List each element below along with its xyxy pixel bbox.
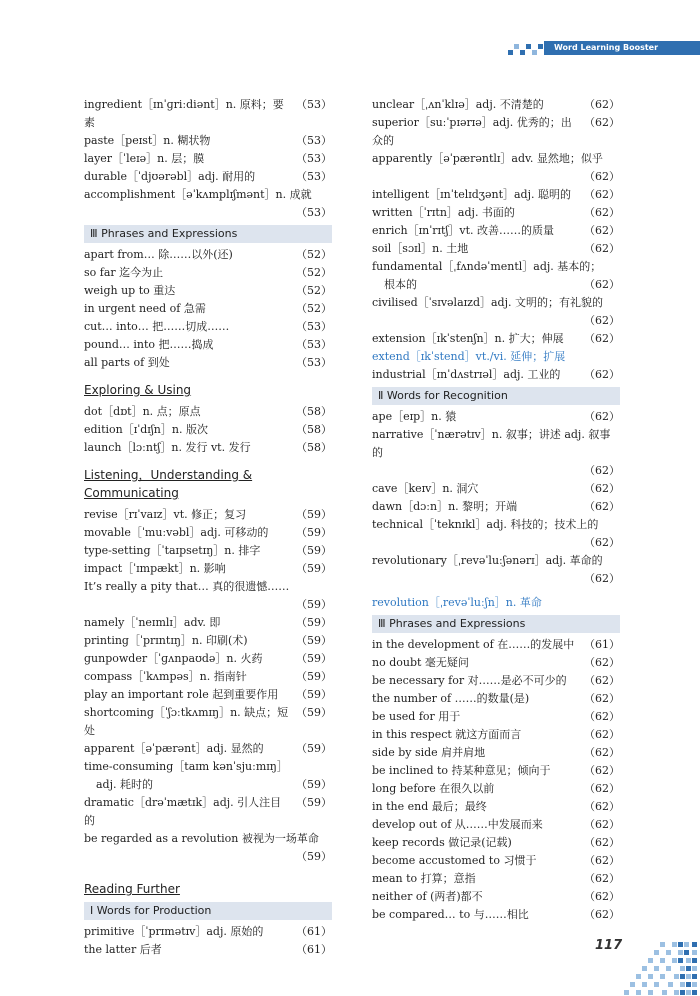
entry-text: so far 迄今为止 [84, 266, 164, 279]
entry-text: the number of ……的数量(是) [372, 692, 530, 705]
entry-page-ref: （62） [584, 890, 620, 903]
entry-text: cave［keɪv］n. 洞穴 [372, 482, 479, 495]
entry-page-ref: （59） [296, 562, 332, 575]
entry-text: revise［rɪˈvaɪz］vt. 修正；复习 [84, 508, 247, 521]
entry-text: gunpowder［ˈɡʌnpaʊdə］n. 火药 [84, 652, 263, 665]
entry-page-ref: （62） [584, 572, 620, 585]
vocab-entry [84, 560, 332, 578]
entry-page-ref: （62） [584, 170, 620, 183]
vocab-entry [372, 636, 620, 654]
entry-text: soil［sɔɪl］n. 土地 [372, 242, 469, 255]
entry-text: pound… into 把……捣成 [84, 338, 214, 351]
vocab-entry [372, 204, 620, 222]
entry-text: become accustomed to 习惯于 [372, 854, 537, 867]
vocab-entry [84, 132, 332, 150]
entry-page-ref: （62） [584, 224, 620, 237]
entry-text: launch［lɔːntʃ］n. 发行 vt. 发行 [84, 441, 251, 454]
entry-text: impact［ˈɪmpækt］n. 影响 [84, 562, 226, 575]
vocab-entry [372, 240, 620, 258]
entry-page-ref: （59） [296, 670, 332, 683]
entry-text: all parts of 到处 [84, 356, 170, 369]
entry-text: superior［suːˈpɪərɪə］adj. 优秀的；出众的 [372, 116, 572, 147]
vocab-entry [372, 726, 620, 744]
entry-text: in this respect 就这方面而言 [372, 728, 522, 741]
vocab-entry [372, 258, 620, 276]
entry-text: be inclined to 持某种意见；倾向于 [372, 764, 551, 777]
vocab-entry [372, 498, 620, 516]
entry-text: enrich［ɪnˈrɪtʃ］vt. 改善……的质量 [372, 224, 555, 237]
vocab-entry [84, 794, 332, 830]
vocab-entry [372, 798, 620, 816]
entry-page-ref: （59） [296, 796, 332, 809]
vocab-entry [372, 888, 620, 906]
entry-text: paste［peɪst］n. 糊状物 [84, 134, 211, 147]
entry-text: play an important role 起到重要作用 [84, 688, 279, 701]
vocab-entry [84, 439, 332, 457]
vocab-entry [84, 524, 332, 542]
entry-page-ref: （59） [296, 706, 332, 719]
pixel-deco [520, 50, 525, 55]
entry-text: the latter 后者 [84, 943, 162, 956]
entry-text: layer［ˈleɪə］n. 层；膜 [84, 152, 205, 165]
entry-text: revolutionary［ˌrevəˈluːʃənərɪ］adj. 革命的 [372, 554, 603, 567]
pixel-deco [532, 50, 537, 55]
vocab-entry [372, 762, 620, 780]
entry-page-ref: （53） [296, 320, 332, 333]
entry-page-ref: （58） [296, 423, 332, 436]
entry-page-ref: （52） [296, 302, 332, 315]
entry-text: primitive［ˈprɪmətɪv］adj. 原始的 [84, 925, 264, 938]
entry-page-ref: （59） [296, 688, 332, 701]
entry-text: compass［ˈkʌmpəs］n. 指南针 [84, 670, 247, 683]
vocab-entry [84, 632, 332, 650]
entry-text: dawn［dɔːn］n. 黎明；开端 [372, 500, 518, 513]
entry-page-ref: （52） [296, 284, 332, 297]
entry-page-ref: （59） [296, 616, 332, 629]
entry-text: weigh up to 重达 [84, 284, 176, 297]
entry-page-ref: （53） [296, 152, 332, 165]
entry-page-ref: （62） [584, 188, 620, 201]
entry-text: technical［ˈteknɪkl］adj. 科技的；技术上的 [372, 518, 599, 531]
vocab-entry [84, 336, 332, 354]
entry-page-ref: （53） [296, 98, 332, 111]
entry-page-ref: （62） [584, 818, 620, 831]
entry-page-ref: （62） [584, 482, 620, 495]
vocab-entry [84, 96, 332, 132]
entry-text: printing［ˈprɪntɪŋ］n. 印刷(术) [84, 634, 248, 647]
entry-text: movable［ˈmuːvəbl］adj. 可移动的 [84, 526, 269, 539]
section-header: Ⅲ Phrases and Expressions [84, 225, 332, 243]
entry-text: time-consuming［taɪm kənˈsjuːmɪŋ］ [84, 760, 288, 773]
entry-page-ref: （53） [296, 338, 332, 351]
section-header: Ⅲ Phrases and Expressions [372, 615, 620, 633]
vocab-entry [372, 222, 620, 240]
page-number: 117 [595, 938, 623, 953]
right-column [372, 96, 620, 924]
vocab-entry-continued [84, 776, 332, 794]
entry-page-ref: （62） [584, 782, 620, 795]
entry-text: be regarded as a revolution 被视为一场革命 [84, 832, 319, 845]
entry-page-ref: （62） [584, 278, 620, 291]
entry-text: type-setting［ˈtaɪpsetɪŋ］n. 排字 [84, 544, 261, 557]
vocab-entry [372, 870, 620, 888]
vocab-entry [84, 506, 332, 524]
entry-text: 根本的 [384, 278, 417, 291]
entry-page-ref: （59） [296, 526, 332, 539]
entry-text: edition［ɪˈdɪʃn］n. 版次 [84, 423, 208, 436]
pixel-deco [514, 44, 519, 49]
vocab-entry [84, 923, 332, 941]
entry-page-ref: （53） [296, 356, 332, 369]
vocab-entry [372, 906, 620, 924]
entry-text: unclear［ˌʌnˈklɪə］adj. 不清楚的 [372, 98, 544, 111]
pixel-mosaic-decoration [620, 940, 700, 996]
entry-text: long before 在很久以前 [372, 782, 495, 795]
vocab-entry [84, 650, 332, 668]
entry-text: in the end 最后；最终 [372, 800, 487, 813]
entry-page-ref: （62） [584, 536, 620, 549]
entry-text: written［ˈrɪtn］adj. 书面的 [372, 206, 515, 219]
vocab-entry [84, 186, 332, 204]
vocab-entry [372, 366, 620, 384]
vocab-entry [372, 150, 620, 168]
vocab-entry-continued [372, 276, 620, 294]
vocab-entry [84, 150, 332, 168]
entry-page-ref: （62） [584, 836, 620, 849]
entry-page-ref: （58） [296, 405, 332, 418]
vocab-entry [84, 403, 332, 421]
entry-page-ref: （62） [584, 872, 620, 885]
entry-text: side by side 肩并肩地 [372, 746, 486, 759]
vocab-entry [372, 690, 620, 708]
vocab-entry-highlight: revolution［ˌrevəˈluːʃn］n. 革命 [372, 596, 542, 609]
section-heading: Reading Further [84, 882, 180, 896]
entry-text: It’s really a pity that… 真的很遗憾…… [84, 580, 290, 593]
entry-page-ref: （53） [296, 170, 332, 183]
left-column [84, 96, 332, 959]
entry-text: durable［ˈdjʊərəbl］adj. 耐用的 [84, 170, 256, 183]
entry-text: in urgent need of 急需 [84, 302, 206, 315]
entry-page-ref: （62） [584, 368, 620, 381]
vocab-entry [84, 300, 332, 318]
vocab-entry [372, 780, 620, 798]
entry-page-ref: （62） [584, 464, 620, 477]
vocab-entry [84, 578, 332, 596]
entry-page-ref: （62） [584, 500, 620, 513]
brand-banner [508, 41, 700, 55]
entry-page-ref: （62） [584, 764, 620, 777]
vocab-entry [372, 516, 620, 534]
vocab-entry [84, 758, 332, 776]
vocab-entry [84, 421, 332, 439]
entry-text: be used for 用于 [372, 710, 461, 723]
brand-label: Word Learning Booster [544, 41, 700, 55]
vocab-entry [372, 426, 620, 462]
entry-page-ref: （62） [584, 332, 620, 345]
entry-text: civilised［ˈsɪvəlaɪzd］adj. 文明的；有礼貌的 [372, 296, 603, 309]
entry-text: apparent［əˈpærənt］adj. 显然的 [84, 742, 264, 755]
entry-page-ref: （53） [296, 206, 332, 219]
entry-text: apart from… 除……以外(还) [84, 248, 233, 261]
entry-page-ref: （59） [296, 544, 332, 557]
entry-text: namely［ˈneɪmlɪ］adv. 即 [84, 616, 221, 629]
entry-page-ref: （59） [296, 778, 332, 791]
vocab-entry [372, 834, 620, 852]
entry-text: mean to 打算；意指 [372, 872, 476, 885]
entry-page-ref: （61） [296, 943, 332, 956]
entry-page-ref: （62） [584, 410, 620, 423]
vocab-entry [372, 552, 620, 570]
vocab-entry [372, 96, 620, 114]
entry-text: cut… into… 把……切成…… [84, 320, 230, 333]
entry-text: shortcoming［ˈʃɔːtkʌmɪŋ］n. 缺点；短处 [84, 706, 289, 737]
entry-page-ref: （62） [584, 728, 620, 741]
pixel-deco [526, 44, 531, 49]
pixel-deco [508, 50, 513, 55]
vocab-entry [84, 168, 332, 186]
entry-page-ref: （53） [296, 134, 332, 147]
entry-page-ref: （59） [296, 508, 332, 521]
entry-page-ref: （58） [296, 441, 332, 454]
entry-page-ref: （62） [584, 116, 620, 129]
entry-text: adj. 耗时的 [96, 778, 154, 791]
entry-page-ref: （59） [296, 742, 332, 755]
vocab-entry [372, 672, 620, 690]
vocab-entry [84, 704, 332, 740]
entry-page-ref: （62） [584, 674, 620, 687]
vocab-entry [372, 186, 620, 204]
entry-text: narrative［ˈnærətɪv］n. 叙事；讲述 adj. 叙事的 [372, 428, 611, 459]
entry-page-ref: （62） [584, 908, 620, 921]
entry-page-ref: （52） [296, 248, 332, 261]
vocab-entry [84, 686, 332, 704]
entry-text: no doubt 毫无疑问 [372, 656, 469, 669]
section-heading: Listening，Understanding & Communicating [84, 468, 253, 500]
entry-page-ref: （62） [584, 206, 620, 219]
section-header: Ⅰ Words for Production [84, 902, 332, 920]
vocab-entry [84, 542, 332, 560]
vocab-entry [84, 614, 332, 632]
entry-text: accomplishment［əˈkʌmplɪʃmənt］n. 成就 [84, 188, 312, 201]
vocab-entry [84, 668, 332, 686]
vocab-entry [372, 708, 620, 726]
entry-page-ref: （59） [296, 652, 332, 665]
entry-text: extension［ɪkˈstenʃn］n. 扩大；伸展 [372, 332, 564, 345]
section-heading: Exploring & Using [84, 383, 192, 397]
entry-page-ref: （62） [584, 692, 620, 705]
entry-text: be necessary for 对……是必不可少的 [372, 674, 567, 687]
entry-page-ref: （59） [296, 634, 332, 647]
entry-text: ape［eɪp］n. 猿 [372, 410, 457, 423]
vocab-entry [84, 282, 332, 300]
vocab-entry [372, 294, 620, 312]
entry-page-ref: （62） [584, 800, 620, 813]
entry-text: dot［dɒt］n. 点；原点 [84, 405, 201, 418]
entry-page-ref: （59） [296, 850, 332, 863]
vocab-entry [372, 480, 620, 498]
entry-page-ref: （62） [584, 746, 620, 759]
vocab-entry [372, 408, 620, 426]
vocab-entry [372, 330, 620, 348]
vocab-entry [84, 830, 332, 848]
entry-page-ref: （62） [584, 314, 620, 327]
vocab-entry-highlight: extend［ɪkˈstend］vt./vi. 延伸；扩展 [372, 350, 566, 363]
entry-text: fundamental［ˌfʌndəˈmentl］adj. 基本的； [372, 260, 602, 273]
entry-page-ref: （62） [584, 242, 620, 255]
vocab-entry [84, 264, 332, 282]
entry-page-ref: （59） [296, 598, 332, 611]
entry-page-ref: （61） [584, 638, 620, 651]
vocab-entry [84, 318, 332, 336]
pixel-deco [538, 44, 543, 49]
entry-page-ref: （62） [584, 710, 620, 723]
entry-text: dramatic［drəˈmætɪk］adj. 引人注目的 [84, 796, 282, 827]
vocab-entry [84, 740, 332, 758]
entry-page-ref: （62） [584, 854, 620, 867]
entry-text: be compared… to 与……相比 [372, 908, 529, 921]
vocab-entry [372, 744, 620, 762]
entry-text: neither of (两者)都不 [372, 890, 483, 903]
entry-text: in the development of 在……的发展中 [372, 638, 575, 651]
entry-page-ref: （61） [296, 925, 332, 938]
entry-text: apparently［əˈpærəntlɪ］adv. 显然地；似乎 [372, 152, 603, 165]
entry-text: intelligent［ɪnˈtelɪdʒənt］adj. 聪明的 [372, 188, 572, 201]
entry-text: industrial［ɪnˈdʌstrɪəl］adj. 工业的 [372, 368, 561, 381]
vocab-entry [372, 852, 620, 870]
entry-page-ref: （62） [584, 656, 620, 669]
entry-page-ref: （62） [584, 98, 620, 111]
vocab-entry [372, 816, 620, 834]
entry-page-ref: （52） [296, 266, 332, 279]
vocab-entry [84, 941, 332, 959]
vocab-entry [372, 114, 620, 150]
vocab-entry [84, 354, 332, 372]
entry-text: ingredient［ɪnˈɡriːdiənt］n. 原料；要素 [84, 98, 284, 129]
entry-text: keep records 做记录(记载) [372, 836, 512, 849]
section-header: Ⅱ Words for Recognition [372, 387, 620, 405]
vocab-entry [372, 654, 620, 672]
vocab-entry [84, 246, 332, 264]
entry-text: develop out of 从……中发展而来 [372, 818, 543, 831]
